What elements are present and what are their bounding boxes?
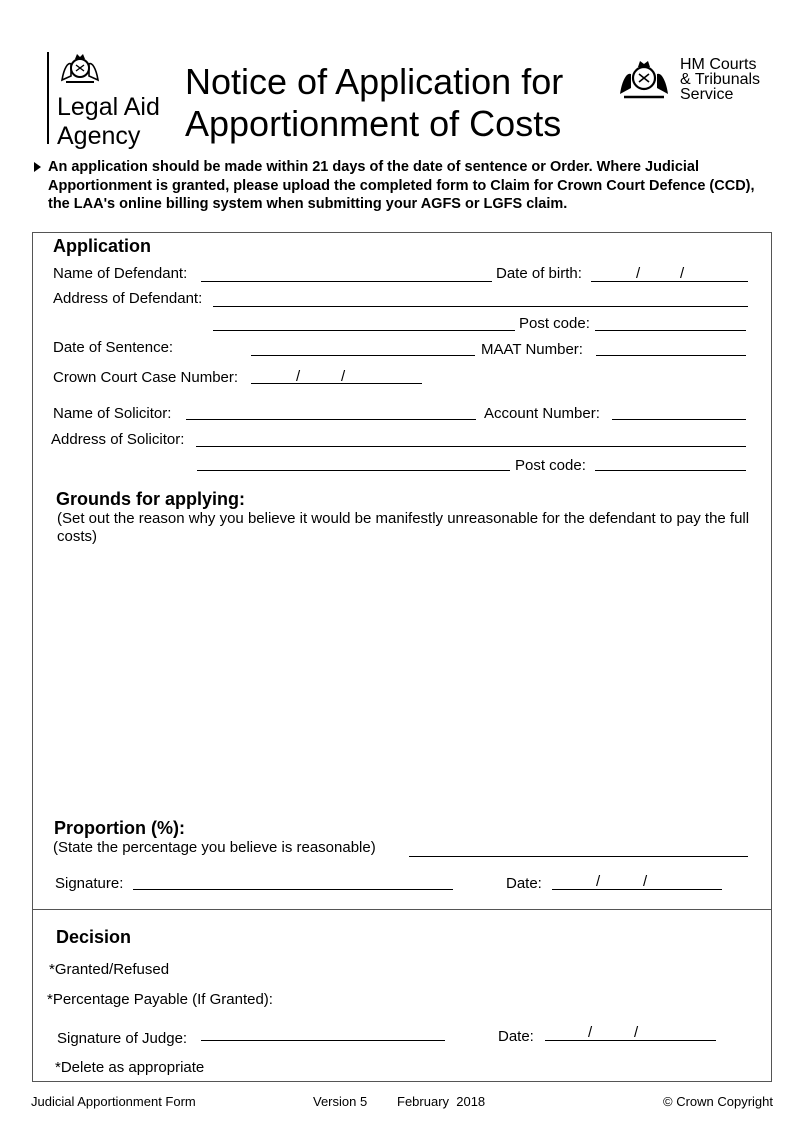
- date-separator: /: [634, 1024, 639, 1041]
- post-code-label: Post code:: [515, 457, 586, 474]
- footer-date: February 2018: [397, 1094, 486, 1109]
- footer-copyright: © Crown Copyright: [663, 1094, 774, 1109]
- signature-of-judge-label: Signature of Judge:: [57, 1030, 188, 1047]
- date-of-sentence-field[interactable]: [251, 355, 475, 356]
- laa-name-line1: Legal Aid: [57, 93, 160, 121]
- grounds-heading: Grounds for applying:: [56, 489, 245, 509]
- laa-name-line2: Agency: [57, 122, 141, 150]
- address-of-solicitor-label: Address of Solicitor:: [51, 431, 185, 448]
- date-separator: /: [296, 368, 301, 385]
- crown-court-case-number-label: Crown Court Case Number:: [53, 369, 239, 386]
- defendant-post-code-field[interactable]: [595, 330, 746, 331]
- address-of-defendant-field-line1[interactable]: [213, 306, 748, 307]
- judge-date-field[interactable]: [545, 1040, 716, 1041]
- address-of-solicitor-field-line2[interactable]: [197, 470, 510, 471]
- account-number-field[interactable]: [612, 419, 746, 420]
- footer-version: Version 5: [313, 1094, 368, 1109]
- page-title-line1: Notice of Application for: [185, 61, 564, 102]
- date-label: Date:: [506, 875, 542, 892]
- address-of-defendant-label: Address of Defendant:: [53, 290, 203, 307]
- account-number-label: Account Number:: [484, 405, 600, 422]
- name-of-defendant-label: Name of Defendant:: [53, 265, 188, 282]
- intro-text: An application should be made within 21 days of the date of sentence or Order. Where Judicial Apportionment is granted, please upload the completed form to Claim for Crown Court Defence (CCD), the LAA's online billing system when submitting your AGFS or LGFS claim.: [48, 159, 755, 212]
- royal-coat-of-arms-icon: [616, 56, 672, 102]
- section-divider: [32, 909, 772, 910]
- date-separator: /: [643, 873, 648, 890]
- date-of-birth-field[interactable]: [591, 281, 748, 282]
- proportion-heading: Proportion (%):: [54, 818, 185, 838]
- signature-field[interactable]: [133, 889, 453, 890]
- footer-form-name: Judicial Apportionment Form: [31, 1094, 196, 1109]
- grounds-instruction: (Set out the reason why you believe it would be manifestly unreasonable for the defendant to pay the full costs): [57, 510, 750, 545]
- name-of-solicitor-label: Name of Solicitor:: [53, 405, 172, 422]
- date-of-sentence-label: Date of Sentence:: [53, 339, 174, 356]
- page-title-line2: Apportionment of Costs: [185, 103, 562, 144]
- date-separator: /: [596, 873, 601, 890]
- logo-divider: [47, 52, 49, 144]
- signature-of-judge-field[interactable]: [201, 1040, 445, 1041]
- proportion-field[interactable]: [409, 856, 748, 857]
- date-separator: /: [680, 265, 685, 282]
- crown-court-case-number-field[interactable]: [251, 383, 422, 384]
- date-separator: /: [588, 1024, 593, 1041]
- grounds-text-area[interactable]: [40, 548, 760, 808]
- name-of-defendant-field[interactable]: [201, 281, 492, 282]
- hmcts-name-line1: HM Courts: [680, 56, 757, 73]
- application-heading: Application: [53, 236, 151, 256]
- granted-refused-label: *Granted/Refused: [49, 961, 170, 978]
- hmcts-name-line2: & Tribunals: [680, 71, 761, 88]
- date-separator: /: [341, 368, 346, 385]
- hmcts-name-line3: Service: [680, 86, 734, 103]
- name-of-solicitor-field[interactable]: [186, 419, 476, 420]
- post-code-label: Post code:: [519, 315, 590, 332]
- date-label: Date:: [498, 1028, 534, 1045]
- date-of-birth-label: Date of birth:: [496, 265, 582, 282]
- proportion-instruction: (State the percentage you believe is reasonable): [53, 839, 376, 856]
- address-of-defendant-field-line2[interactable]: [213, 330, 515, 331]
- percentage-payable-label: *Percentage Payable (If Granted):: [47, 991, 273, 1008]
- signature-date-field[interactable]: [552, 889, 722, 890]
- signature-label: Signature:: [55, 875, 124, 892]
- triangle-right-icon: [33, 161, 42, 173]
- delete-note: *Delete as appropriate: [55, 1059, 205, 1076]
- maat-number-field[interactable]: [596, 355, 746, 356]
- solicitor-post-code-field[interactable]: [595, 470, 746, 471]
- royal-coat-of-arms-icon: [58, 50, 102, 88]
- address-of-solicitor-field-line1[interactable]: [196, 446, 746, 447]
- maat-number-label: MAAT Number:: [481, 341, 583, 358]
- date-separator: /: [636, 265, 641, 282]
- decision-heading: Decision: [56, 927, 132, 947]
